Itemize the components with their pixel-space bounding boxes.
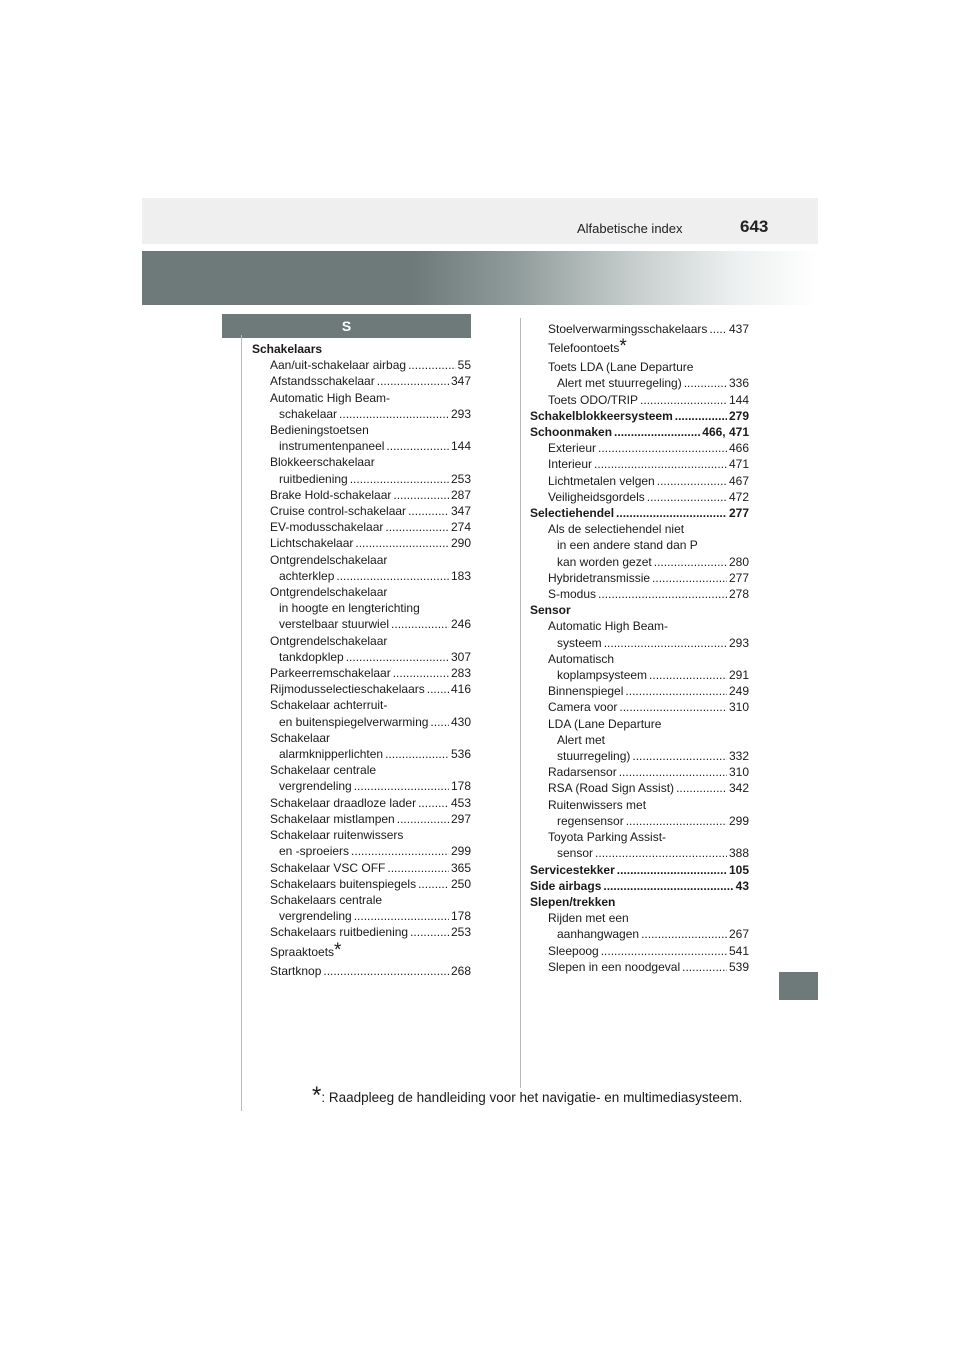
index-entry-label: stuurregeling) bbox=[557, 749, 631, 764]
index-entry bbox=[252, 535, 471, 551]
dot-leader bbox=[675, 408, 727, 424]
index-entry-page: 43 bbox=[735, 878, 749, 893]
index-entry-label: Slepen in een noodgeval bbox=[548, 959, 681, 974]
dot-leader bbox=[351, 843, 449, 859]
index-entry bbox=[252, 584, 471, 600]
index-entry bbox=[252, 341, 471, 357]
dot-leader bbox=[632, 748, 727, 764]
index-entry bbox=[252, 373, 471, 389]
index-entry bbox=[252, 649, 471, 665]
index-entry bbox=[530, 440, 749, 456]
index-entry-label: Lichtschakelaar bbox=[270, 536, 354, 551]
index-entry bbox=[252, 892, 471, 908]
dot-leader bbox=[339, 406, 449, 422]
index-entry bbox=[252, 827, 471, 843]
index-entry bbox=[530, 618, 749, 634]
index-entry bbox=[252, 811, 471, 827]
index-entry-label: Aan/uit-schakelaar airbag bbox=[270, 358, 407, 373]
index-entry-page: 178 bbox=[450, 909, 471, 924]
index-entry-label: Sleepoog bbox=[548, 943, 599, 958]
index-entry bbox=[530, 408, 749, 424]
index-entry-page: 416 bbox=[450, 682, 471, 697]
index-entry-label: systeem bbox=[557, 635, 602, 650]
dot-leader bbox=[408, 503, 449, 519]
index-entry-page: 293 bbox=[450, 406, 471, 421]
index-entry bbox=[252, 503, 471, 519]
index-entry bbox=[530, 359, 749, 375]
dot-leader bbox=[619, 764, 727, 780]
dot-leader bbox=[617, 862, 727, 878]
dot-leader bbox=[355, 535, 449, 551]
index-entry-label: Hybridetransmissie bbox=[548, 570, 651, 585]
dot-leader bbox=[386, 438, 449, 454]
dot-leader bbox=[649, 667, 727, 683]
left-column-rule bbox=[241, 335, 242, 1111]
index-entry bbox=[252, 795, 471, 811]
index-entry-page: 310 bbox=[728, 765, 749, 780]
index-column-left bbox=[252, 341, 471, 979]
index-entry-page: 283 bbox=[450, 666, 471, 681]
dot-leader bbox=[393, 487, 449, 503]
index-entry-label: Side airbags bbox=[530, 878, 602, 893]
dot-leader bbox=[616, 505, 727, 521]
index-entry-page: 437 bbox=[728, 322, 749, 336]
index-entry bbox=[530, 489, 749, 505]
index-entry-label: Schakelaar ruitenwissers bbox=[270, 828, 404, 843]
dot-leader bbox=[377, 373, 449, 389]
index-entry bbox=[530, 683, 749, 699]
index-entry-label: Toets ODO/TRIP bbox=[548, 392, 639, 407]
index-entry bbox=[530, 473, 749, 489]
index-entry-page: 472 bbox=[728, 489, 749, 504]
dot-leader bbox=[385, 519, 449, 535]
header-band bbox=[142, 198, 818, 244]
index-entry bbox=[252, 963, 471, 979]
index-entry-label: schakelaar bbox=[279, 406, 338, 421]
index-entry bbox=[252, 568, 471, 584]
index-entry bbox=[530, 392, 749, 408]
dot-leader bbox=[603, 878, 733, 894]
footnote-marker: * bbox=[312, 1082, 322, 1109]
index-entry-label: Rijden met een bbox=[548, 911, 629, 926]
index-entry-page: 183 bbox=[450, 568, 471, 583]
index-column-right bbox=[530, 321, 749, 975]
index-entry bbox=[530, 635, 749, 651]
index-entry-label: Schakelaar draadloze lader bbox=[270, 795, 417, 810]
index-entry-page: 280 bbox=[728, 554, 749, 569]
dot-leader bbox=[354, 778, 449, 794]
index-entry bbox=[252, 406, 471, 422]
index-entry-label: Interieur bbox=[548, 457, 593, 472]
index-entry-label: Toets LDA (Lane Departure bbox=[548, 360, 694, 375]
dot-leader bbox=[595, 845, 727, 861]
index-entry-label: verstelbaar stuurwiel bbox=[279, 617, 390, 632]
index-entry bbox=[530, 845, 749, 861]
index-entry-label: Automatic High Beam- bbox=[548, 619, 669, 634]
dot-leader bbox=[709, 321, 727, 337]
index-entry-label: achterklep bbox=[279, 568, 335, 583]
index-entry-label: Schakelblokkeersysteem bbox=[530, 408, 673, 423]
index-entry-label: vergrendeling bbox=[279, 779, 352, 794]
index-entry-label: Afstandsschakelaar bbox=[270, 374, 375, 389]
index-entry-label: Binnenspiegel bbox=[548, 684, 624, 699]
index-entry-label: Schakelaars bbox=[252, 342, 323, 356]
index-entry bbox=[530, 570, 749, 586]
index-entry-page: 299 bbox=[450, 844, 471, 859]
index-entry-label: Slepen/trekken bbox=[530, 894, 616, 909]
index-entry-page: 144 bbox=[450, 439, 471, 454]
index-entry bbox=[252, 860, 471, 876]
index-entry-page: 253 bbox=[450, 471, 471, 486]
index-entry bbox=[252, 552, 471, 568]
index-entry-page: 144 bbox=[728, 392, 749, 407]
index-entry-page: 105 bbox=[728, 862, 749, 877]
index-entry-page: 274 bbox=[450, 520, 471, 535]
index-entry-page: 453 bbox=[450, 795, 471, 810]
index-entry-page: 277 bbox=[728, 506, 749, 521]
dot-leader bbox=[336, 568, 449, 584]
index-entry-page: 347 bbox=[450, 374, 471, 389]
index-entry bbox=[252, 730, 471, 746]
dot-leader bbox=[346, 649, 449, 665]
index-entry-label: Bedieningstoetsen bbox=[270, 423, 369, 438]
footnote-text: : Raadpleeg de handleiding voor het navigatie- en multimediasysteem. bbox=[321, 1090, 743, 1105]
index-entry-label: Sensor bbox=[530, 603, 571, 618]
index-entry bbox=[530, 602, 749, 618]
index-entry-label: ruitbediening bbox=[279, 471, 348, 486]
index-entry bbox=[530, 829, 749, 845]
dot-leader bbox=[427, 681, 449, 697]
index-entry-label: Rijmodusselectieschakelaars bbox=[270, 682, 425, 697]
index-entry-page: 471 bbox=[728, 457, 749, 472]
index-entry-page: 278 bbox=[728, 587, 749, 602]
index-entry-label: Brake Hold-schakelaar bbox=[270, 487, 392, 502]
index-entry-label: in hoogte en lengterichting bbox=[279, 601, 420, 616]
index-entry-label: Veiligheidsgordels bbox=[548, 489, 645, 504]
index-entry bbox=[252, 762, 471, 778]
index-entry-label: Toyota Parking Assist- bbox=[548, 830, 667, 845]
index-entry bbox=[530, 862, 749, 878]
index-entry-label: Parkeerremschakelaar bbox=[270, 666, 391, 681]
index-entry-label: Automatisch bbox=[548, 651, 615, 666]
index-entry-label: Startknop bbox=[270, 963, 322, 978]
index-entry-label: RSA (Road Sign Assist) bbox=[548, 781, 675, 796]
dot-leader bbox=[676, 780, 727, 796]
index-entry bbox=[530, 424, 749, 440]
index-entry-page: 178 bbox=[450, 779, 471, 794]
index-entry-label: Stoelverwarmingsschakelaars bbox=[548, 322, 708, 336]
dot-leader bbox=[614, 424, 700, 440]
index-entry bbox=[530, 894, 749, 910]
index-entry bbox=[530, 667, 749, 683]
index-entry-label: Telefoontoets bbox=[548, 341, 620, 356]
index-entry-page: 246 bbox=[450, 617, 471, 632]
index-entry-label: Ontgrendelschakelaar bbox=[270, 633, 388, 648]
index-entry-label: Selectiehendel bbox=[530, 506, 615, 521]
index-entry bbox=[252, 487, 471, 503]
index-entry-page: 310 bbox=[728, 700, 749, 715]
dot-leader bbox=[354, 908, 449, 924]
index-entry bbox=[530, 586, 749, 602]
dot-leader bbox=[594, 456, 727, 472]
index-entry-label: Camera voor bbox=[548, 700, 618, 715]
index-entry bbox=[530, 375, 749, 391]
index-letter-tab: S bbox=[222, 314, 471, 338]
dot-leader bbox=[418, 876, 449, 892]
index-entry-page: 466, 471 bbox=[702, 425, 749, 440]
section-title: Alfabetische index bbox=[577, 221, 683, 236]
index-entry-page: 541 bbox=[728, 943, 749, 958]
index-entry bbox=[252, 422, 471, 438]
dot-leader bbox=[682, 959, 727, 975]
index-entry-page: 430 bbox=[450, 714, 471, 729]
index-entry-label: Ruitenwissers met bbox=[548, 797, 647, 812]
dot-leader bbox=[625, 683, 727, 699]
index-entry bbox=[530, 732, 749, 748]
dot-leader bbox=[393, 665, 449, 681]
index-entry-label: Exterieur bbox=[548, 441, 597, 456]
index-entry-label: EV-modusschakelaar bbox=[270, 520, 384, 535]
index-entry-page: 307 bbox=[450, 649, 471, 664]
index-entry-label: Schakelaar centrale bbox=[270, 763, 377, 778]
index-entry-label: Cruise control-schakelaar bbox=[270, 504, 407, 519]
index-entry-page: 467 bbox=[728, 473, 749, 488]
index-entry-label: Schakelaars centrale bbox=[270, 892, 383, 907]
dot-leader bbox=[640, 392, 727, 408]
index-entry bbox=[252, 697, 471, 713]
index-entry-label: Spraaktoets bbox=[270, 944, 335, 959]
index-entry-label: Schakelaars ruitbediening bbox=[270, 925, 409, 940]
index-entry-label: Alert met stuurregeling) bbox=[557, 376, 682, 391]
dot-leader bbox=[598, 440, 727, 456]
index-entry bbox=[530, 748, 749, 764]
index-entry-label: Schakelaar bbox=[270, 730, 331, 745]
index-entry-page: 365 bbox=[450, 860, 471, 875]
index-entry-label: Schakelaar achterruit- bbox=[270, 698, 388, 713]
index-entry bbox=[530, 456, 749, 472]
page-number: 643 bbox=[740, 217, 769, 236]
index-entry-label: LDA (Lane Departure bbox=[548, 716, 662, 731]
index-entry bbox=[530, 764, 749, 780]
index-entry-page: 342 bbox=[728, 781, 749, 796]
index-entry bbox=[530, 943, 749, 959]
dot-leader bbox=[385, 746, 449, 762]
index-entry-page: 332 bbox=[728, 749, 749, 764]
index-entry bbox=[530, 797, 749, 813]
index-entry-label: koplampsysteem bbox=[557, 668, 648, 683]
index-entry bbox=[252, 616, 471, 632]
index-entry bbox=[252, 357, 471, 373]
index-entry bbox=[252, 633, 471, 649]
index-entry bbox=[252, 519, 471, 535]
index-entry-label: regensensor bbox=[557, 813, 624, 828]
index-entry bbox=[252, 390, 471, 406]
index-entry bbox=[252, 908, 471, 924]
dot-leader bbox=[387, 860, 449, 876]
dot-leader bbox=[410, 924, 449, 940]
dot-leader bbox=[323, 963, 449, 979]
index-entry-page: 287 bbox=[450, 487, 471, 502]
index-entry bbox=[252, 471, 471, 487]
index-entry-label: alarmknipperlichten bbox=[279, 747, 384, 762]
index-entry-label: S-modus bbox=[548, 587, 597, 602]
index-entry-page: 539 bbox=[728, 959, 749, 974]
dot-leader bbox=[619, 699, 727, 715]
index-entry-label: in een andere stand dan P bbox=[557, 538, 698, 553]
dot-leader bbox=[418, 795, 449, 811]
index-entry-page: 250 bbox=[450, 876, 471, 891]
index-entry-page: 277 bbox=[728, 570, 749, 585]
index-entry-page: 290 bbox=[450, 536, 471, 551]
dot-leader bbox=[654, 554, 727, 570]
index-entry-page: 299 bbox=[728, 813, 749, 828]
index-entry bbox=[530, 505, 749, 521]
dot-leader bbox=[391, 616, 449, 632]
dot-leader bbox=[604, 635, 727, 651]
index-entry bbox=[252, 454, 471, 470]
dot-leader bbox=[601, 943, 727, 959]
index-entry-label: Automatic High Beam- bbox=[270, 390, 391, 405]
dot-leader bbox=[647, 489, 727, 505]
index-entry-label: Servicestekker bbox=[530, 862, 615, 877]
index-entry-page: 267 bbox=[728, 927, 749, 942]
index-entry-label: Als de selectiehendel niet bbox=[548, 522, 685, 537]
index-entry-page: 55 bbox=[457, 358, 471, 373]
dot-leader bbox=[350, 471, 449, 487]
index-entry-label: en -sproeiers bbox=[279, 844, 350, 859]
index-entry-page: 388 bbox=[728, 846, 749, 861]
dot-leader bbox=[684, 375, 727, 391]
index-entry-label: Alert met bbox=[557, 732, 606, 747]
dot-leader bbox=[652, 570, 727, 586]
index-entry bbox=[530, 813, 749, 829]
index-entry-label: Schakelaar mistlampen bbox=[270, 811, 395, 826]
index-entry-page: 297 bbox=[450, 811, 471, 826]
index-entry-page: 536 bbox=[450, 747, 471, 762]
dot-leader bbox=[626, 813, 727, 829]
index-entry-label: Ontgrendelschakelaar bbox=[270, 552, 388, 567]
index-entry bbox=[530, 878, 749, 894]
index-entry-label: Schoonmaken bbox=[530, 425, 613, 440]
index-entry bbox=[252, 714, 471, 730]
index-entry-label: aanhangwagen bbox=[557, 927, 640, 942]
column-divider bbox=[520, 318, 521, 1088]
index-entry bbox=[530, 910, 749, 926]
index-entry-label: Radarsensor bbox=[548, 765, 617, 780]
index-entry bbox=[252, 438, 471, 454]
index-entry-label: en buitenspiegelverwarming bbox=[279, 714, 429, 729]
index-entry-label: kan worden gezet bbox=[557, 554, 652, 569]
index-entry-page: 253 bbox=[450, 925, 471, 940]
index-entry-page: 291 bbox=[728, 668, 749, 683]
thumb-index-tab bbox=[779, 972, 818, 1000]
dot-leader bbox=[598, 586, 727, 602]
index-entry-page: 336 bbox=[728, 376, 749, 391]
index-entry bbox=[530, 780, 749, 796]
index-entry bbox=[252, 665, 471, 681]
index-entry bbox=[252, 746, 471, 762]
index-entry-page: 268 bbox=[450, 963, 471, 978]
index-entry bbox=[530, 699, 749, 715]
dot-leader bbox=[408, 357, 456, 373]
index-entry-page: 293 bbox=[728, 635, 749, 650]
index-entry bbox=[252, 843, 471, 859]
index-entry-label: instrumentenpaneel bbox=[279, 439, 385, 454]
dot-leader bbox=[430, 714, 449, 730]
index-entry: Spraaktoets * bbox=[270, 939, 342, 961]
index-entry-label: Schakelaars buitenspiegels bbox=[270, 876, 417, 891]
index-entry bbox=[530, 716, 749, 732]
index-entry-label: sensor bbox=[557, 846, 594, 861]
dot-leader bbox=[657, 473, 727, 489]
index-entry bbox=[252, 600, 471, 616]
index-entry-label: Ontgrendelschakelaar bbox=[270, 585, 388, 600]
index-entry bbox=[530, 537, 749, 553]
dot-leader bbox=[397, 811, 449, 827]
index-entry bbox=[530, 521, 749, 537]
index-entry-label: Lichtmetalen velgen bbox=[548, 473, 655, 488]
index-entry-label: Blokkeerschakelaar bbox=[270, 455, 375, 470]
index-entry-page: 249 bbox=[728, 684, 749, 699]
index-entry-label: vergrendeling bbox=[279, 909, 352, 924]
index-entry-label: Schakelaar VSC OFF bbox=[270, 860, 386, 875]
footnote bbox=[312, 1082, 743, 1109]
index-entry bbox=[252, 924, 471, 940]
index-entry bbox=[530, 651, 749, 667]
index-entry-page: 466 bbox=[728, 441, 749, 456]
index-entry-page: 279 bbox=[728, 408, 749, 423]
index-entry-label: tankdopklep bbox=[279, 649, 344, 664]
dot-leader bbox=[641, 926, 727, 942]
index-entry: Telefoontoets * bbox=[548, 336, 627, 358]
index-entry bbox=[252, 681, 471, 697]
index-entry bbox=[530, 959, 749, 975]
index-entry bbox=[530, 926, 749, 942]
index-entry bbox=[252, 778, 471, 794]
index-entry bbox=[530, 554, 749, 570]
index-entry bbox=[530, 321, 749, 337]
index-entry-page: 347 bbox=[450, 504, 471, 519]
index-entry bbox=[252, 876, 471, 892]
header-gradient-bar bbox=[142, 251, 818, 305]
